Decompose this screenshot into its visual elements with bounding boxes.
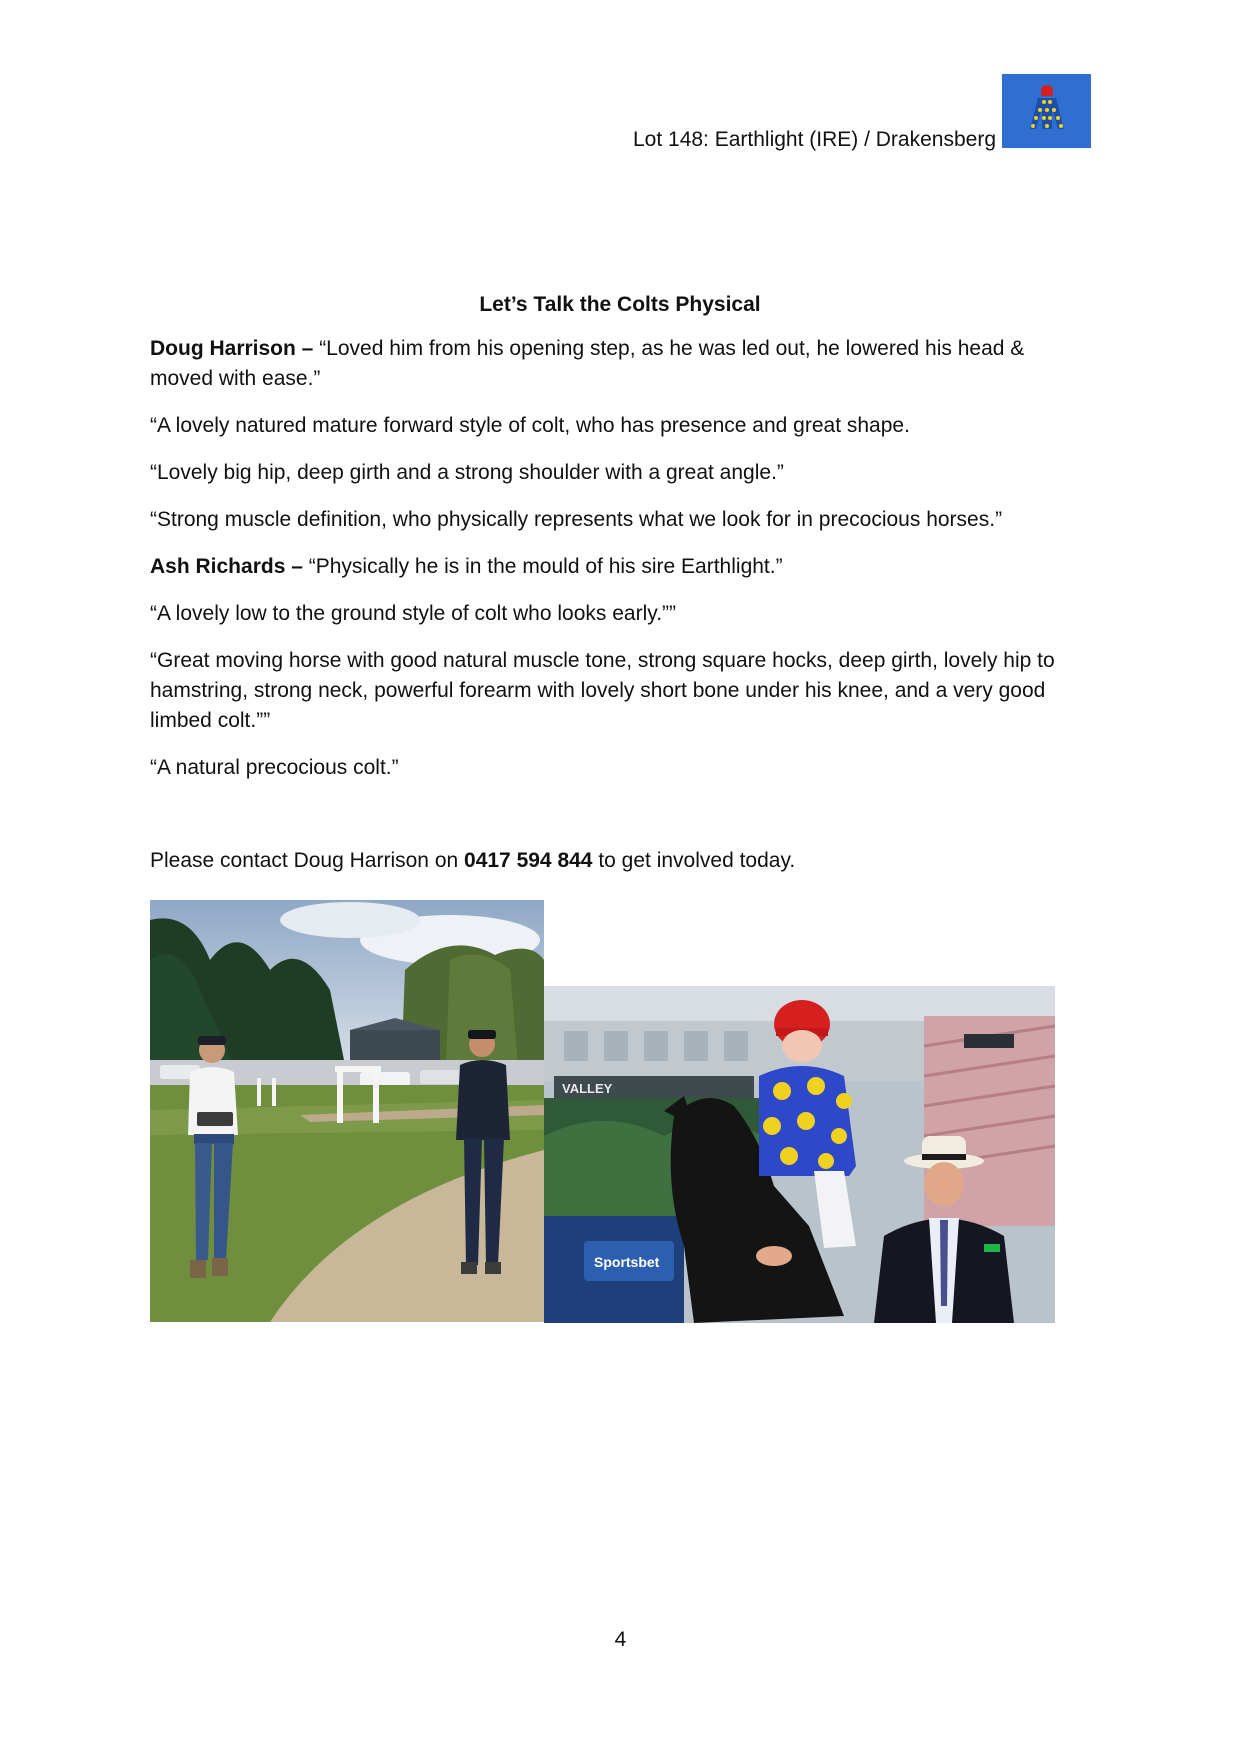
venue-sign: VALLEY <box>562 1081 613 1096</box>
photo-row <box>150 900 1055 1323</box>
page-header <box>632 74 1091 154</box>
quote-paragraph <box>150 411 1090 441</box>
contact-suffix: to get involved today. <box>592 849 796 872</box>
photo-inspection <box>150 900 544 1322</box>
speaker-name: Doug Harrison – <box>150 337 314 360</box>
section-heading: Let’s Talk the Colts Physical <box>479 293 761 316</box>
quote-paragraph <box>150 646 1090 736</box>
quote-paragraph <box>150 458 1090 488</box>
speaker-name: Ash Richards – <box>150 555 303 578</box>
contact-phone: 0417 594 844 <box>464 849 593 872</box>
quote-text: “A natural precocious colt.” <box>150 756 399 779</box>
page-number: 4 <box>614 1628 627 1651</box>
quote-text: “A lovely low to the ground style of colt who looks early.”” <box>150 602 677 625</box>
quote-text: “Great moving horse with good natural muscle tone, strong square hocks, deep girth, lovely hip to hamstring, strong neck, powerful forearm with lovely short bone under his knee, and a very good limbed colt.”” <box>150 649 1055 732</box>
quote-text: “Physically he is in the mould of his sire Earthlight.” <box>302 555 783 578</box>
quote-paragraph <box>150 552 1090 582</box>
inspection-photo-image <box>150 900 544 1322</box>
raceday-photo-image <box>544 986 1055 1323</box>
quote-text: “Loved him from his opening step, as he was led out, he lowered his head & moved with ease.” <box>150 337 1025 390</box>
photo-raceday <box>544 986 1055 1323</box>
quote-paragraph <box>150 505 1090 535</box>
contact-prefix: Please contact Doug Harrison on <box>150 849 465 872</box>
main-content <box>150 290 1090 893</box>
quote-paragraph <box>150 334 1090 394</box>
quote-text: “Lovely big hip, deep girth and a strong shoulder with a great angle.” <box>150 461 784 484</box>
jockey-silks-logo <box>1002 74 1091 148</box>
quote-text: “Strong muscle definition, who physically represents what we look for in precocious horses.” <box>150 508 1003 531</box>
quote-paragraph <box>150 753 1090 783</box>
sponsor-sign: Sportsbet <box>594 1254 660 1270</box>
quote-text: “A lovely natured mature forward style of colt, who has presence and great shape. <box>150 414 910 437</box>
silks-icon <box>1002 74 1091 148</box>
lot-title: Lot 148: Earthlight (IRE) / Drakensberg <box>632 128 996 151</box>
quote-paragraph <box>150 599 1090 629</box>
contact-line <box>150 846 1090 876</box>
